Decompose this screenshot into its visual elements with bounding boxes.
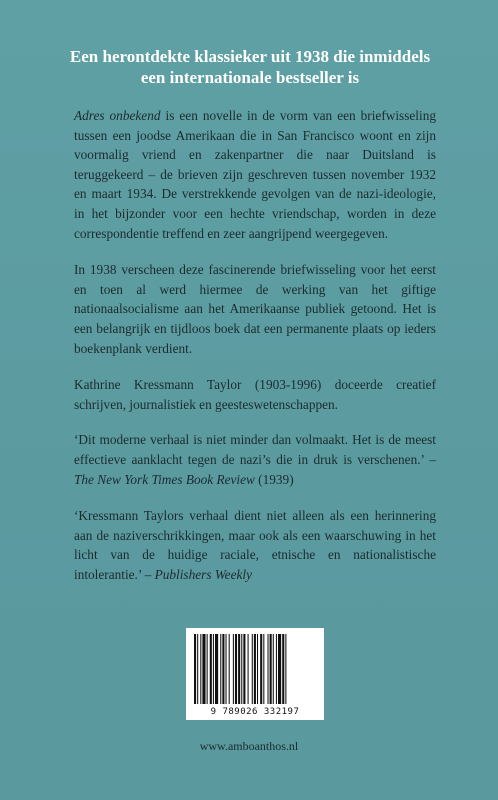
synopsis-text: is een novelle in de vorm van een briefwisseling tussen een joodse Amerikaan die in San Francisco woont en zijn voormalig vriend en zakenpartner die naar Duitsland is teruggekeerd – de brieven zijn geschreven tussen november 1932 en maart 1934. De verstrekkende gevolgen van de nazi-ideologie, in het bijzonder voor een hechte vriendschap, worden in deze correspondentie treffend en zeer aangrijpend weergegeven. [74,108,436,241]
quote-text: ‘Dit moderne verhaal is niet minder dan volmaakt. Het is de meest effectieve aanklacht tegen de nazi’s die in druk is verschenen.’ – [74,432,436,467]
review-quote-pw [74,506,436,584]
headline-line-2: een internationale bestseller is [140,68,360,87]
book-title: Adres onbekend [74,108,161,123]
quote-source: The New York Times Book Review [74,471,255,487]
quote-text: ‘Kressmann Taylors verhaal dient niet alleen als een herinnering aan de naziverschrikkingen, maar ook als een waarschuwing in het licht van de huidige raciale, etnische en nationalistische intolerantie.’ – [74,508,436,582]
history-paragraph: In 1938 verscheen deze fascinerende briefwisseling voor het eerst en toen al werd hiermee de werking van het giftige nationaalsocialisme aan het Amerikaanse publiek getoond. Het is een belangrijk en tijdloos boek dat een permanente plaats op ieders boekenplank verdient. [74,262,436,356]
isbn-digits: 9 789026 332197 [210,707,300,717]
barcode-bars-icon [192,634,318,706]
author-bio: Kathrine Kressmann Taylor (1903-1996) doceerde creatief schrijven, journalistiek en geesteswetenschappen. [74,377,436,412]
quote-year: (1939) [254,471,294,487]
quote-source: Publishers Weekly [154,566,252,582]
barcode [186,628,324,720]
synopsis-paragraph [74,106,436,243]
blurb [74,106,436,601]
headline-line-1: Een herontdekte klassieker uit 1938 die inmiddels [69,47,431,66]
headline [40,46,460,88]
publisher-website: www.amboanthos.nl [199,739,299,753]
review-quote-nyt [74,430,436,489]
